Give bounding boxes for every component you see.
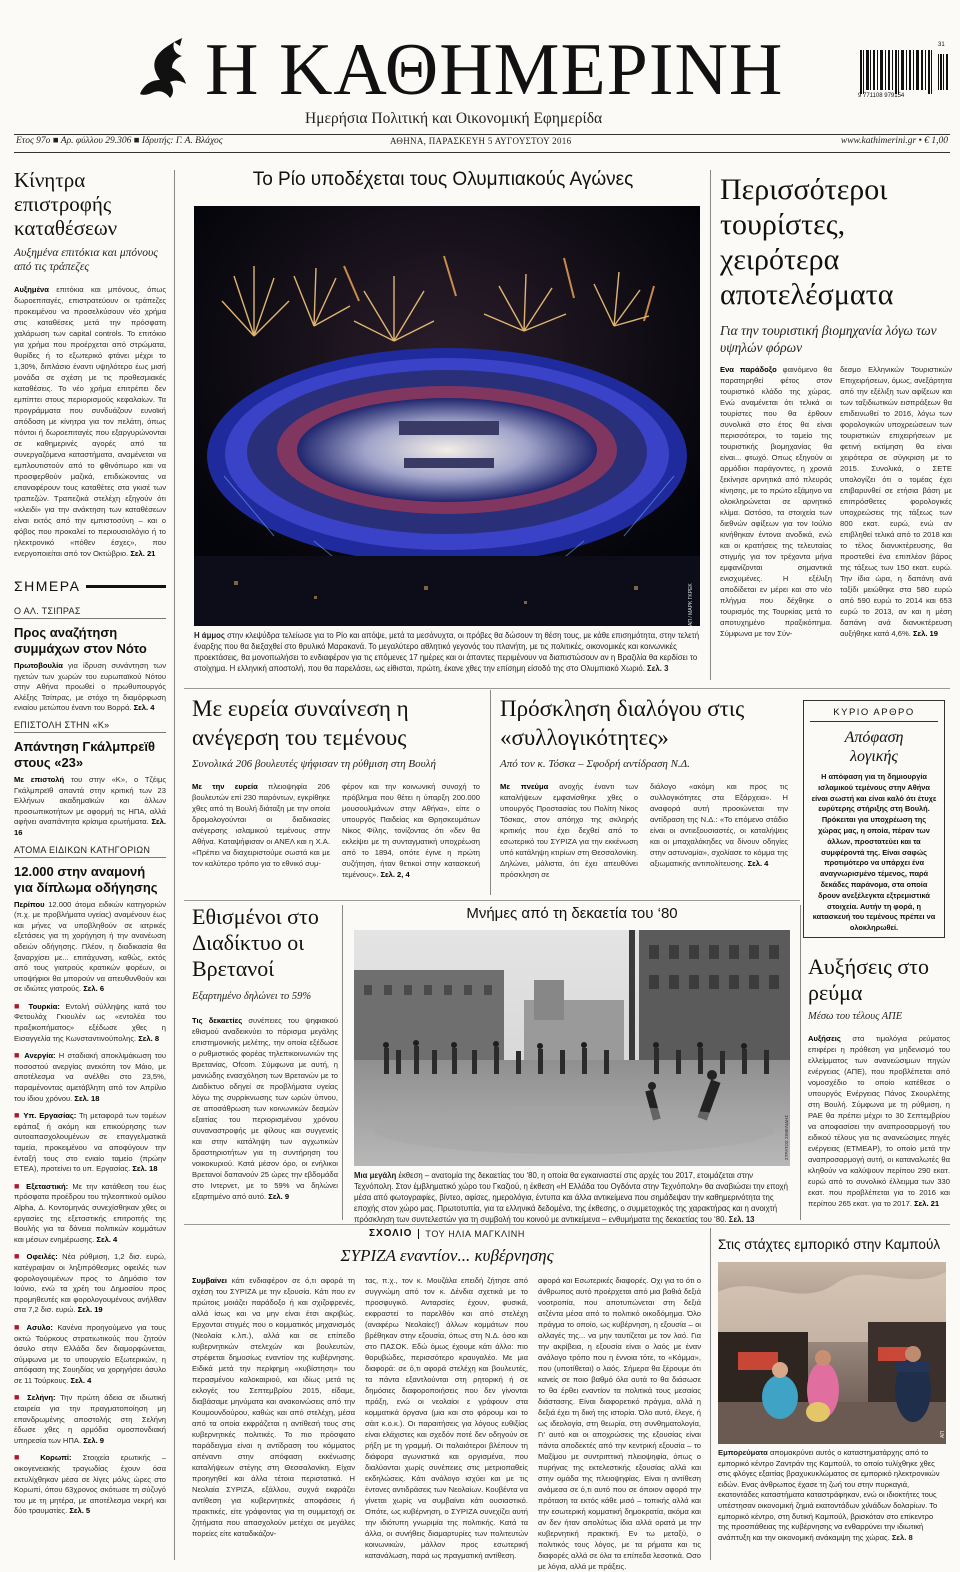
today-item-kicker: ΕΠΙΣΤΟΛΗ ΣΤΗΝ «Κ» <box>14 720 166 733</box>
newspaper-subtitle: Ημερήσια Πολιτική και Οικονομική Εφημερίδα <box>305 110 603 127</box>
internet-article <box>192 904 338 1219</box>
mosque-col-1: Με την ευρεία πλειοψηφία 206 βουλευτών επί 230 παρόντων, εγκρίθηκε χθες από τη Βουλή διάταξη με την οποία δρομολογούνται οι διαδικασίες ανέγερσης ισλαμικού τεμένους στην Αθήνα. Καταψήφισαν οι ΑΝΕΛ και η Χ.Α. «Πρέπει να διαχειριστούμε σωστά και με τον καλύτερο τρόπο για το εθνικό συμ- <box>192 782 330 868</box>
mosque-body <box>192 781 482 879</box>
today-item <box>14 845 166 995</box>
masthead <box>0 0 960 155</box>
commentary-body <box>192 1275 702 1571</box>
electricity-deck: Μέσω του τέλους ΑΠΕ <box>808 1011 903 1022</box>
column-rule <box>710 170 711 680</box>
editorial-headline: Απόφαση λογικής <box>844 729 904 765</box>
tourism-col-1: Ενα παράδοξο φαινόμενο θα παρατηρηθεί φέτος στον τουριστικό κλάδο της χώρας. Ενώ αναμένεται ότι τελικά οι τουρίστες που θα έρθουν συνολικά στο έτος θα είναι περισσότεροι, το ταμείο της τουριστικής βιομηχανίας θα είναι... φτωχό. Οπως εξηγούν οι αρμόδιοι παράγοντες, η χρονιά ξεκίνησε αρνητικά από πλευράς κίνησης, με το πρώτο εξάμηνο να ολοκληρώνεται σε αρνητικό κλίμα. Ωστόσο, τα στοιχεία των διεθνών αφίξεων για τον Ιούλιο κινήθηκαν έντονα ανοδικά, ενώ και οι κρατήσεις της τελευταίας στιγμής για τον τρέχοντα μήνα εμφανίζονται σημαντικά ενισχυμένες. Η εξέλιξη αποδίδεται εν μέρει και στο νέο πλήγμα που δέχθηκε ο τουρισμός της Τουρκίας μετά το αποτυχημένο πραξικόπημα. Σύμφωνα με τον Σύν- <box>720 365 832 638</box>
price: € 1,00 <box>924 136 948 146</box>
brief-item: ■ Ανεργία: Η σταδιακή αποκλιμάκωση του ποσοστού ανεργίας ανεκόπη τον Μάιο, με αποτέλεσμα να ανέλθει στο 23,5%, παραμένοντας αμετάβλητη από τον Απρίλιο του ίδιου χρόνου. Σελ. 18 <box>14 1050 166 1103</box>
brief-item: ■ Κορωπί: Στοιχεία ερωτικής – οικογενειακής τραγωδίας έχουν όσα εκτυλίχθηκαν μέσα σε λίγες μόλις ώρες στο Κορωπί, όπου 63χρονος σκότωσε τη σύζυγό του με τη μητέρα, με αποτέλεσμα νεκρή και δύο τραυματίες. Σελ. 5 <box>14 1452 167 1516</box>
column-rule <box>174 170 175 1560</box>
today-item-headline: Απάντηση Γκάλμπρεϊθ στους «23» <box>14 738 156 770</box>
today-item-headline: 12.000 στην αναμονή για δίπλωμα οδήγησης <box>14 863 158 895</box>
dialogue-headline: Πρόσκληση διαλόγου στις «συλλογικότητες» <box>500 696 745 750</box>
today-item-body: Πρωτοβουλία για ίδρυση συνάντηση των ηγετών των χωρών του ευρωπαϊκού Νότου στην Αθήνα προωθεί ο πρωθυπουργός Αλέξης Τσίπρας, με στόχο τη διαμόρφωση ενιαίου μετώπου έναντι του Βορρά. Σελ. 4 <box>14 661 166 713</box>
section-rule <box>184 900 800 901</box>
square-bullet-icon: ■ <box>14 1452 41 1463</box>
kabul-article <box>718 1236 950 1560</box>
brief-item: ■ Εξεταστική: Με την κατάθεση του έως πρόσφατα προέδρου του τηλεοπτικού ομίλου Alpha, Δ. Κοντομηνάς συνεχίσθηκαν χθες οι εργασίες της εξεταστικής επιτροπής της Βουλής για τα δάνεια πολιτικών κομμάτων και μέσων ενημέρωσης. Σελ. 4 <box>14 1180 166 1244</box>
tourism-col-2: δεσμο Ελληνικών Τουριστικών Επιχειρήσεων, όμως, ανεξάρτητα από την εξέλιξη των αφίξεων και των ταξιδιωτικών εισπράξεων θα επιδεινωθεί το 2016, λόγω των φορολογικών υποχρεώσεων των τουριστικών επιχειρήσεων με φετινή εκτίμηση θα είναι χειρότερα σε σύγκριση με το 2015. Συνολικά, ο ΣΕΤΕ υπολογίζει ότι ο τομέας έχει επιβαρυνθεί σε ετήσια βάση με επιπρόσθετες φορολογικές υποχρεώσεις της τάξεως των 800 εκατ. ευρώ, ενώ αν επιβληθεί τελικά από το 2018 και το τέλος διανυκτέρευσης, θα προστεθεί ένα επιπλέον βάρος της τάξεως των 150 εκατ. ευρώ. Την ίδια ώρα, η δαπάνη ανά ταξίδι μειώθηκε στα 580 ευρώ από 590 ευρώ το 2014 και 653 ευρώ το 2013, αν και η μέση δαπάνη ανά διανυκτέρευση αυξήθηκε κατά 4,6%. Σελ. 19 <box>840 365 952 638</box>
square-bullet-icon: ■ <box>14 1321 27 1332</box>
griffin-logo <box>130 36 194 102</box>
dialogue-article <box>500 694 790 894</box>
square-bullet-icon: ■ <box>14 1180 27 1191</box>
today-label-row <box>14 578 166 594</box>
square-bullet-icon: ■ <box>52 136 61 146</box>
tourism-article <box>720 172 952 682</box>
commentary-col-1: Συμβαίνει κάτι ενδιαφέρον σε ό,τι αφορά τη σχέση του ΣΥΡΙΖΑ με την εξουσία. Κάτι που εν πρώτοις μοιάζει παράδοξο ή και σχιζοφρενές, αλλά ίσως και να μην είναι έτσι ακριβώς. Ερχονται στιγμές που ο κομματικός μηχανισμός (Νεολαία κ.λπ.), αλλά και σε επίπεδο κυβερνητικών στελεχών και βουλευτών, στρέφεται δημοσίως εναντίον της κυβέρνησης. Ειδικά μετά την περίφημη «κυβίστηση» του περασμένου καλοκαιριού, και ιδίως μετά τις εκλογές του Σεπτεμβρίου 2015, είδαμε, διαβάσαμε μηνύματα και ανακοινώσεις από την Κουμουνδούρου, καθώς και από στελέχη, μέσα από τα οποία εκφράζεται η αντίθεσή τους στις κυβερνητικές πολιτικές. Το πιο πρόσφατο παράδειγμα είναι η αντίδραση του κόμματος απέναντι στην απόφαση εκκένωσης καταλήψεων στέγης στη Θεσσαλονίκη. Είχαν προηγηθεί και άλλα τέτοια περιστατικά. Η Νεολαία ΣΥΡΙΖΑ, εξάλλου, συχνά εκφράζει αντίθεση για κυβερνητικές αποφάσεις ή πρακτικές, είτε γράφοντας για τη συμμετοχή σε ζητήματα που απασχολούν μετέχει σε μεγάλες πορείες είτε καταδικάζον- <box>192 1276 355 1538</box>
stadium-fireworks-photo <box>194 206 700 626</box>
kabul-photo-credit: ΑΠ <box>940 1431 946 1438</box>
internet-deck: Εξαρτημένο δηλώνει το 59% <box>192 991 312 1002</box>
dialogue-col-1: Με πνεύμα ανοχής έναντι των καταλήψεων εμφανίσθηκε χθες ο υπουργός Προστασίας του Πολίτη Νίκος Τόσκας, στον απόηχο της σκληρής κριτικής που έχει δεχθεί από το εσωτερικό του ΣΥΡΙΖΑ για την εκκένωση υπό κατάληψη κτιρίων στη Θεσσαλονίκη. Δηλώνει, μάλιστα, ότι έχει απευθύνει πρόσκληση σε <box>500 782 638 879</box>
electricity-headline: Αυξήσεις στο ρεύμα <box>808 954 930 1005</box>
barcode-issue: 31 <box>938 42 945 48</box>
square-bullet-icon: ■ <box>14 1050 25 1061</box>
today-item-headline: Προς αναζήτηση συμμάχων στον Νότο <box>14 625 147 656</box>
memories-headline: Μνήμες από τη δεκαετία του ‘80 <box>466 905 678 922</box>
rio-caption: Η άμμος στην κλεψύδρα τελείωσε για το Ρίο και απόψε, μετά τα μεσάνυχτα, οι πρόβες θα δώσουν τη θέση τους, με κάθε επισημότητα, στην τελετή έναρξης που θα διεξαχθεί στο θρυλικό Μαρακανά. Το μεγαλύτερο αθλητικό γεγονός του πλανήτη, με τις πολιτικές, οικονομικές και κοινωνικές προεκτάσεις, θα μονοπωλήσει το ενδιαφέρον για τις επόμενες 17 ημέρες και οι άπαντες περιμένουν να διαπιστώσουν αν η Βραζιλία θα κερδίσει το στοίχημα. Η ελληνική αποστολή, που θα παρελάσει, ως είθισται, πρώτη, έκανε χθες την επίσημη είσοδό της στο Ολυμπιακό Χωριό. Σελ. 3 <box>194 631 700 673</box>
page-ref: Σελ. 21 <box>130 549 156 558</box>
square-bullet-icon: ■ <box>133 136 142 146</box>
kabul-fire-photo <box>718 1262 946 1444</box>
column-rule <box>710 1228 711 1560</box>
today-item-kicker: ΑΤΟΜΑ ΕΙΔΙΚΩΝ ΚΑΤΗΓΟΡΙΩΝ <box>14 845 166 858</box>
today-label: ΣΗΜΕΡΑ <box>14 578 81 594</box>
section-rule <box>184 688 950 689</box>
square-bullet-icon: ■ <box>14 1000 29 1011</box>
brief-item: ■ Ασυλο: Κανένα προηγούμενο για τους οκτώ Τούρκους στρατιωτικούς που ζητούν άσυλο στην Ελλάδα δεν διαμορφώνεται, σύμφωνα με το υπουργείο Εξωτερικών, η απόφαση της Σουηδίας να χορηγήσει άσυλο σε 11 Τούρκους. Σελ. 4 <box>14 1321 166 1385</box>
memories-caption: Μια μεγάλη έκθεση – ανατομία της δεκαετίας του ‘80, η οποία θα εγκαινιαστεί στις αρχές του 2017, ετοιμάζεται στην Τεχνόπολη. Στον έμβληματικό χώρο του Γκαζιού, η έκθεση «Η Ελλάδα του Ογδόντα στην Τεχνόπολη» θα αναβιώσει την εποχή μέσα από φωτογραφίες, βίντεο, αφίσες, ημερολόγια, έντυπα και άλλα αντικείμενα που σημάδεψαν την καθημερινότητα της εποχής στον χώρο μας. Πρωτοτυπία, για τα ελληνικά δεδομένα, της έκθεσης, ο συμμετοχικός της χαρακτήρας και η ανοιχτή πρόσκληση των συντελεστών για τη συμβολή του κοινού με αντικείμενα – ενθυμήματα της δεκαετίας του ‘80. Σελ. 13 <box>354 1171 788 1224</box>
mosque-headline: Με ευρεία συναίνεση η ανέγερση του τεμένους <box>192 696 409 750</box>
tourism-deck: Για την τουριστική βιομηχανία λόγω των υψηλών φόρων <box>720 323 937 355</box>
electricity-article <box>808 954 950 1219</box>
founder: Ιδρυτής: Γ. Α. Βλάχος <box>141 136 223 146</box>
column-rule <box>342 905 343 1220</box>
commentary-kicker-row <box>192 1228 702 1239</box>
eighties-photo <box>354 930 790 1166</box>
commentary-kicker: ΣΧΟΛΙΟ <box>369 1228 413 1239</box>
brief-item: ■ Σελήνη: Την πρώτη άδεια σε ιδιωτική εταιρεία για την πραγματοποίηση μη επανδρωμένης αποστολής στη Σελήνη έδωσε χθες η αρμόδια ομοσπονδιακή υπηρεσία των ΗΠΑ. Σελ. 9 <box>14 1392 167 1445</box>
brief-item: ■ Οφειλές: Νέα ρύθμιση, 1,2 δισ. ευρώ, κατέγραψαν οι ληξιπρόθεσμες οφειλές των φορολογουμένων προς το Δημόσιο τον Ιούνιο, ενώ τα χρέη του Δημοσίου προς προμηθευτές και φορολογουμένους ανήλθαν στα 7,2 δισ. ευρώ. Σελ. 19 <box>14 1251 167 1315</box>
rio-article <box>184 168 702 682</box>
today-item-body: Περίπου 12.000 άτομα ειδικών κατηγοριών (π.χ. με προβλήματα υγείας) αναμένουν έως και μήνες να υποβληθούν σε ιατρικές εξετάσεις για τη χορήγηση ή την ανανέωση αδειών οδήγησης. Πλέον, η διαδικασία θα ξαναρχίσει με... επιτάχυνση, καθώς, εκτός από τους γιατρούς κρατικών φορέων, οι υποψήφιοι θα μπορούν να απευθυνθούν και σε ιδιώτες γιατρούς. Σελ. 6 <box>14 899 166 994</box>
masthead-rule-top <box>14 134 950 135</box>
dialogue-body <box>500 781 790 879</box>
internet-body: Τις δεκαετίες συνέπειες του ψηφιακού εθισμού αναδεικνύει το πόρισμα μεγάλης επιστημονικής μελέτης, την οποία εξέδωσε ο ρυθμιστικός φορέας τηλεπικοινωνιών της Βρετανίας, Ofcom. Σύμφωνα με αυτή, η μανιώδης ενασχόληση των Βρετανών με το Διαδίκτυο οδηγεί σε προβλήματα υγείας λόγω της συρρίκνωσης των ωρών ύπνου, σε αποσάθρωση των κοινωνικών δεσμών εξαιτίας του περιορισμένου χρόνου συναναστροφής με φίλους και συγγενείς και στην κατάληψη των αγχωτικών δραστηριοτήτων για τη συντήρηση του νοικοκυριού. Κατά μέσον όρο, οι ενήλικοι Βρετανοί δαπανούν 25 ώρες την εβδομάδα στο Ιντερνετ, με το 59% να δηλώνει εξαρτημένο από αυτό. Σελ. 9 <box>192 1016 338 1201</box>
tourism-body <box>720 364 952 652</box>
square-bullet-icon: ■ <box>14 1392 28 1403</box>
tourism-headline: Περισσότεροι τουρίστες, χειρότερα αποτελέσματα <box>720 173 894 311</box>
rio-photo-credit: ΑΠ / ΜΑΡΚ ΓΚΡΕΚ <box>688 583 694 626</box>
bullet-icon: • <box>918 136 925 146</box>
divider <box>418 1229 419 1239</box>
commentary-col-2: τας, π.χ., τον κ. Μουζάλα επειδή ζήτησε από συγγνώμη από τον κ. Δένδια σχετικά με το προσφυγικό. Ανταρσίες έχουν, φυσικά, εκφραστεί το παρελθόν και από στελέχη (αναφέρω Νεολαίες!) άλλων κομμάτων που βρέθηκαν στην εξουσία, όπως στη Ν.Δ. όσο και στο ΠΑΣΟΚ. Εδώ όμως έχουμε κάτι άλλο: πιο θορυβώδες, περισσότερο κραυγαλέο. Με μια διαφορά: σε ό,τι αφορά στελέχη και βουλευτές, τα πάντα εξαντλούνται στη ρητορική ή σε δημόσιες διαφοροποιήσεις που δεν γίνονται πράξη, ενώ οι νεολαίοι ε γράφουν στα κομματικά όργανα (μια και στο φόρουμ και το σάιτ κ.ο.κ.). Οι παραιτήσεις για λόγους ευθιξίας είναι ελάχιστες και σχεδόν ποτέ δεν οδηγούν σε ρήξη με τη γραμμή. Οι παλαιότεροι βλέπουν τη διάφορα αγωνιστικά και οργισμένα, που διαλύονται χωρίς συνέπειες στις μετριοπαθείς εκδηλώσεις. Κάτι ανάλογο ισχύει και με τις έντονες αντιδράσεις των Νεολαίων. Κουβέντα να γίνεται χωρίς να συμβαίνει κάτι ουσιαστικό. Οπότε, ως κυβέρνηση, ο ΣΥΡΙΖΑ συνεχίζει αυτή την ιδιότυπη γνωριμία της πολιτικής. Κατά τα άλλα, οι συνήθεις διαμαρτυρίες των πολιτευτών κοινωνικών, μάλλον προς εσωτερική κατανάλωση, παρά ως πραγματική αντίθεση. <box>365 1276 528 1560</box>
left-lead-headline: Κίνητρα επιστροφής καταθέσεων <box>14 168 118 240</box>
newspaper-title: Η ΚΑΘΗΜΕΡΙΝΗ <box>205 29 784 111</box>
column-rule <box>800 905 801 1220</box>
barcode <box>858 42 950 102</box>
dateline: ΑΘΗΝΑ, ΠΑΡΑΣΚΕΥΗ 5 ΑΥΓΟΥΣΤΟΥ 2016 <box>390 136 572 146</box>
masthead-rule-bottom <box>14 152 950 153</box>
dialogue-col-2: διάλογο «ακόμη και προς τις συλλογικότητες στα Εξάρχεια». Η αναφορά αυτή προοιώνεται την αντίδραση της Ν.Δ.: «Το επόμενο στάδιο είναι οι αντιεξουσιαστές, οι καταλήψεις και οι μπαχαλάκηδες να δίνουν οδηγίες στην αστυνομία», σχολίασε το κόμμα της αξιωματικής αντιπολίτευσης. Σελ. 4 <box>650 782 788 868</box>
today-item <box>14 606 166 714</box>
editorial-body: Η απόφαση για τη δημιουργία ισλαμικού τεμένους στην Αθήνα είναι σωστή και είναι καλό ότι έτυχε ευρύτερης στήριξης στη Βουλή. Πρόκειται για υποχρέωση της χώρας μας, η οποία, πέραν των άλλων, προστατεύει και τα συμφέροντά της. Είναι σαφώς προτιμότερο να υπάρχει ένα αναγνωρισμένο τέμενος, παρά δεκάδες παράνομα, στα οποία δρουν ανεξέλεγκτα εξτρεμιστικά στοιχεία. Αυτήν τη φορά, η κατασκευή του τεμένους πρέπει να ολοκληρωθεί. <box>811 772 937 933</box>
masthead-infoline <box>16 136 948 150</box>
briefs-list <box>14 1001 166 1517</box>
issue-number: Αρ. φύλλου 29.306 <box>60 136 132 146</box>
today-item-kicker: Ο ΑΛ. ΤΣΙΠΡΑΣ <box>14 606 166 619</box>
editorial-box <box>803 700 945 938</box>
brief-item: ■ Τουρκία: Εντολή σύλληψης κατά του Φετουλάχ Γκιουλέν ως «εντολέα του πραξικοπήματος» εξέδωσε χθες η Εισαγγελία της Κωνσταντινούπολης. Σελ. 8 <box>14 1000 167 1043</box>
year: Ετος 97ο <box>16 136 51 146</box>
mosque-col-2: φέρον και την κοινωνική συνοχή το πρόβλημα που θέτει η ύπαρξη 200.000 μουσουλμάνων στην Αθήνα», είπε ο υπουργός Παιδείας και Θρησκευμάτων Νίκος Φίλης, τονίζοντας ότι «δεν θα εκλείψει με τη συνταγματική υποχρέωση από το 1894, οπότε έγινε η πρώτη συζήτηση, ήταν θετικοί στην κατασκευή τεμένους». Σελ. 2, 4 <box>342 782 480 879</box>
editorial-kicker: ΚΥΡΙΟ ΑΡΘΡΟ <box>810 707 938 722</box>
commentary-col-3: αφορά και Εσωτερικές διαφορές. Οχι για το ότι ο άνθρωπος αυτό προέρχεται από μια βαθιά δεξιά νοοτροπία, που αποτυπώνεται στη δεξιά ατζέντα μέσα από το πολιτικό οικοδόμημα. Όλο πράγμα το οποίο, ως κυβέρνηση, η εξουσία – οι αλλαγές της... να μην ταυτίζεται με τον λαό. Για την ακρίβεια, η εξουσία είναι ο λαός με έναν ανάλογο τρόπο που η έννοια τότε, το «Κόμμα», που (υποτίθεται) ο λαός. Σήμερα θα ξέρουμε ότι κανείς σε ποιο βαθμό όλα αυτά το θα διάσωσε το θα έρθει εναντίον τα πολιτικά τους μεσαίας διάστασης. Είναι διαφορετικό πράγμα, αλλά η δεξιά έχει τη δική της ιστορία. Όλο αυτό, έλεγε, ή ως ιδεολογία, στη θεωρία, στη συνθηματολογία, Γι' αυτό και οι αποχρώσεις της εξουσίας είναι πάντα αποδεκτές από την κεντρική εξουσία – το Μαξίμου με συντριπτική πλειοψηφία, όπως ο πυρήνας της εκτελεστικής εξουσίας αλλά και στην ομάδα της πλειοψηφίας. Είναι η αντίθεση ανάμεσα σε ό,τι αυτό που σε όποιον αφορά την πρόταση τα εκτός κάθε μισό – τοπικής αλλά και την εσωτερική κομματική δημοκρατία, ακόμα και αν δεν ήταν απολύτως ίδια αλλά ορατά με την κυβερνητική πρακτική. Εν τω μεταξύ, ο πολιτικός τους λόγος, με τα ρήματα και τις διαφορές αλλά σε όλα τα επίπεδα λεσοτικά. Οσο με λόγια, αλλά με πράξεις. <box>538 1276 701 1571</box>
left-lead-deck: Αυξημένα επιτόκια και μπόνους από τις τράπεζες <box>14 247 158 273</box>
electricity-body: Αυξήσεις στα τιμολόγια ρεύματος επιφέρει η πρόθεση για μηδενισμό του ελλείμματος των ανανεώσιμων πηγών ενέργειας (ΑΠΕ), που προβλέπεται από νομοσχέδιο το οποίο κατέθεσε ο υπουργός Ενέργειας Πάνος Σκουρλέτης στη Βουλή. Σύμφωνα με τη ρύθμιση, η ΡΑΕ θα πρέπει μέχρι το 30 Σεπτεμβρίου να αποφασίσει την αναπροσαρμογή του ειδικού τέλους για τις ανανεώσιμες πηγές ενέργειας (ΕΤΜΕΑΡ), το οποίο μετά την αναπροσαρμογή αυτή, οι καταναλωτές θα κληθούν να καλύψουν περίπου 290 εκατ. ευρώ από το συνολικό έλλειμμα των 330 εκατ. που προβλέπεται για το 2016 και περίπου 265 εκατ. για το 2017. Σελ. 21 <box>808 1034 950 1208</box>
square-bullet-icon: ■ <box>14 1110 24 1121</box>
commentary-author: ΤΟΥ ΗΛΙΑ ΜΑΓΚΛΙΝΗ <box>425 1228 525 1239</box>
mosque-deck: Συνολικά 206 βουλευτές ψήφισαν τη ρύθμιση στη Βουλή <box>192 758 436 770</box>
dialogue-deck: Από τον κ. Τόσκα – Σφοδρή αντίδραση Ν.Δ. <box>500 758 690 770</box>
today-item <box>14 720 166 839</box>
mosque-article <box>192 694 482 894</box>
square-bullet-icon: ■ <box>14 1251 27 1262</box>
today-item-body: Με επιστολή του στην «Κ», ο Τζέιμς Γκάλμπρεϊθ απαντά στην κριτική των 23 Ελλήνων ακαδημαϊκών και άλλων προσωπικοτήτων με αφορμή τις ΗΠΑ, αλλά αφήνει αναπάντητα κρίσιμα ερωτήματα. Σελ. 16 <box>14 774 166 837</box>
kabul-headline: Στις στάχτες εμπορικό στην Καμπούλ <box>718 1237 941 1252</box>
barcode-number: 9 771108 979154 <box>858 93 905 99</box>
column-rule <box>490 690 491 895</box>
internet-headline: Εθισμένοι στο Διαδίκτυο οι Βρετανοί <box>192 904 319 981</box>
rio-headline: Το Ρίο υποδέχεται τους Ολυμπιακούς Αγώνες <box>252 169 634 190</box>
today-sidebar <box>14 578 166 1558</box>
commentary-article <box>192 1228 702 1571</box>
left-lead-body: Αυξημένα επιτόκια και μπόνους, όπως δωροεπιταγές, επιστρατεύουν οι τράπεζες προκειμένου να προσελκύσουν νέο χρήμα στις καταθέσεις μετά την πρόσφατη χαλάρωση των capital controls. Το επιτόκιο για χρήμα που προέρχεται από στρώματα, θυρίδες ή το εξωτερικό φτάνει μέχρι το 1,30%, διπλάσιο έναντι υψηλότερο έως μισή μονάδα σε σχέση με τις προθεσμιακές καταθέσεις. Το νέο χρήμα επιτρέπει δεν εμπίπτει στους περιορισμούς κεφαλαίων. Τα προγράμματα που συνδυάζουν ευνοϊκή απόδοση με κίνητρα για τον πελάτη, όπως πόντοι ή δωροεπιταγές που εξαργυρώνονται σε καθημερινές αγορές από τα συνεργαζόμενα καταστήματα, αναμένεται να εμπλουτιστούν από το φθινόπωρο και να προσφερθούν μαζικά, επιδιώκοντας να επαναφέρουν τους καταθέτες στα γκισέ των τραπεζών. Τραπεζικά στελέχη εξηγούν ότι «κλειδί» για την ανάκτηση των καταθέσεων είναι εκτός από την εμπιστοσύνη – και ο φόβος που προκαλεί το περιουσιολόγιο ή το ηλεκτρονικό «πόθεν έσχες», που ενεργοποιείται από τον Οκτώβριο. Σελ. 21 <box>14 285 166 558</box>
memories-article <box>350 904 794 1224</box>
today-rule <box>86 585 166 588</box>
kabul-caption: Εμπορεύματα απομακρύνει αυτός ο καταστηματάρχης από το εμπορικό κέντρο Ζαντράν της Καμπούλ, το οποίο τυλίχθηκε χθες στις φλόγες εξαιτίας βραχυκυκλώματος σε εμπορικό ηλεκτρονικών ειδών. Ενας άνθρωπος έχασε τη ζωή του στην πυρκαγιά, εκατοντάδες καταστήματα καταστράφηκαν, ενώ οι ιδιοκτήτες τους υπέστησαν οικονομική ζημιά εκατοντάδων χιλιάδων δολαρίων. Το εμπορικό κέντρο, στη δυτική Καμπούλ, βρισκόταν στο επίκεντρο της προσπάθειας της κυβέρνησης να ενθαρρύνει την ιδιωτική ανάπτυξη και την οικονομική ανάκαμψη της χώρας. Σελ. 8 <box>718 1448 940 1542</box>
left-lead-article <box>14 168 166 564</box>
brief-item: ■ Υπ. Εργασίας: Τη μεταφορά των τομέων εφάπαξ ή ακόμη και επικούρησης των αυτοαπασχολουμένων σε επαγγελματικά ταμεία, προκειμένου να αποφύγουν την ένταξή τους στο ενιαίο ταμείο (πρώην ΕΤΕΑ), προτείνει το υπ. Εργασίας. Σελ. 18 <box>14 1110 166 1174</box>
website[interactable]: www.kathimerini.gr <box>840 136 917 146</box>
eighties-photo-credit: ΣΤΡΑΤΟΣ ΣΙΜΕΛΙΔΗΣ <box>784 1114 789 1160</box>
commentary-headline: ΣΥΡΙΖΑ εναντίον... κυβέρνησης <box>340 1246 554 1265</box>
